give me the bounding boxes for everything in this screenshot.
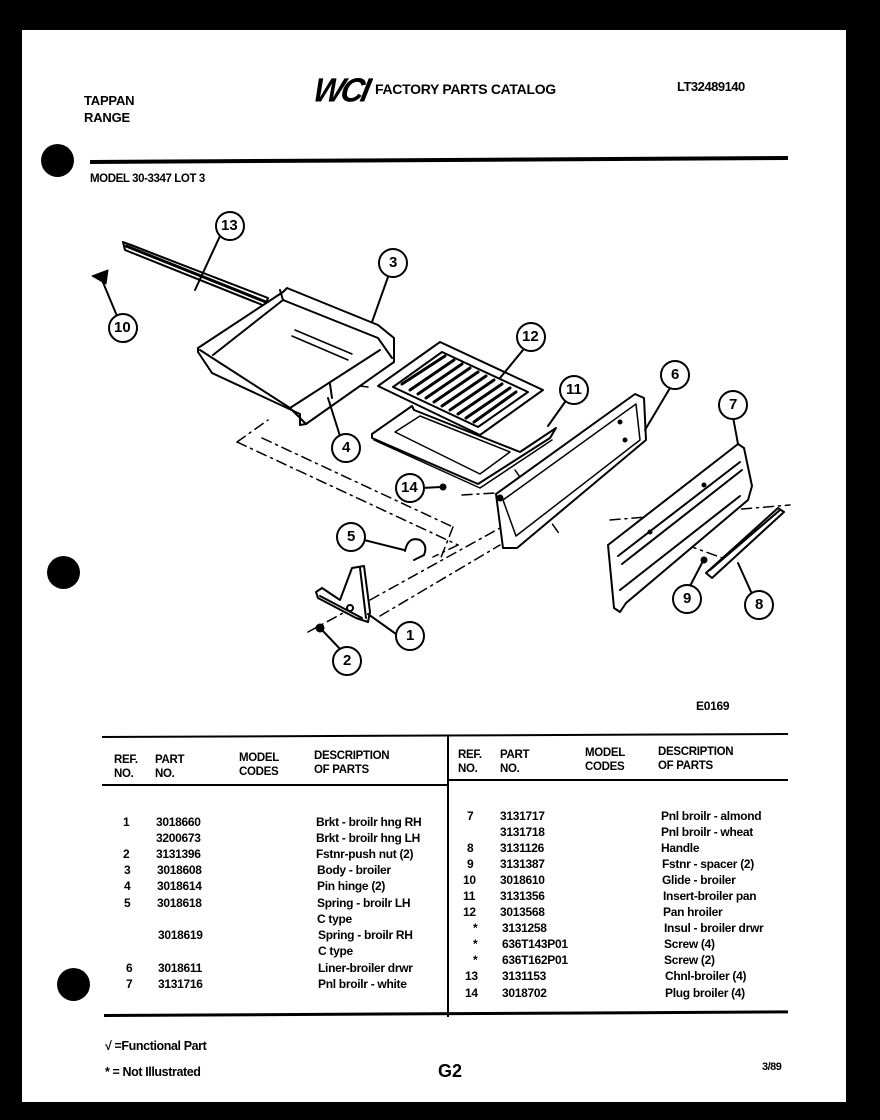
description: Fstnr-push nut (2) xyxy=(316,847,414,861)
part-no: 3018611 xyxy=(158,961,202,975)
part-no: 3131153 xyxy=(502,969,546,983)
ref-no: 4 xyxy=(124,879,131,893)
right-header-underline xyxy=(449,779,788,781)
header-model-codes-right: MODEL CODES xyxy=(585,747,626,773)
part-6-liner xyxy=(496,394,646,548)
ref-no: 14 xyxy=(465,986,478,1000)
part-no: 3018660 xyxy=(156,815,201,829)
header-part-no-left: PART NO. xyxy=(155,754,185,780)
description: Insert-broiler pan xyxy=(663,889,757,903)
ref-no: 6 xyxy=(126,961,133,975)
header-ref-no-left: REF. NO. xyxy=(114,754,138,780)
ref-no: 8 xyxy=(467,841,474,855)
ref-no: 9 xyxy=(467,857,474,871)
part-3-body xyxy=(198,288,394,425)
wci-logo: WCI xyxy=(310,71,372,109)
model-number: MODEL 30-3347 LOT 3 xyxy=(90,173,205,185)
left-header-underline xyxy=(102,784,447,786)
part-no: 3131387 xyxy=(500,857,545,871)
part-no: 3018610 xyxy=(500,873,545,887)
legend-functional-part: √ =Functional Part xyxy=(105,1039,207,1053)
description: Pnl broilr - white xyxy=(318,977,407,991)
ref-no: 1 xyxy=(123,815,130,829)
ref-no: 13 xyxy=(465,969,478,983)
ref-no: 10 xyxy=(463,873,476,887)
part-no: 3018702 xyxy=(502,986,547,1000)
description: C type xyxy=(317,912,352,926)
part-13-channel xyxy=(123,242,268,306)
description: Liner-broiler drwr xyxy=(318,961,413,975)
callout-label-3: 3 xyxy=(389,254,398,271)
ref-no: 2 xyxy=(123,847,130,861)
description: Fstnr - spacer (2) xyxy=(662,857,754,871)
part-no: 3018614 xyxy=(157,879,202,893)
ref-no: 7 xyxy=(467,809,474,823)
part-no: 3131717 xyxy=(500,809,545,823)
description: Screw (2) xyxy=(664,953,715,967)
ref-no: 7 xyxy=(126,977,133,991)
header-ref-no-right: REF. NO. xyxy=(458,749,482,775)
document-number: LT32489140 xyxy=(677,79,745,94)
callout-label-6: 6 xyxy=(671,366,680,383)
part-no: 3200673 xyxy=(156,831,201,845)
description: Spring - broilr LH xyxy=(317,896,411,910)
part-no: 3131356 xyxy=(500,889,545,903)
legend-not-illustrated: * = Not Illustrated xyxy=(105,1065,201,1079)
callout-label-7: 7 xyxy=(729,396,738,413)
header-description-left: DESCRIPTION OF PARTS xyxy=(314,750,390,776)
description: Brkt - broilr hng LH xyxy=(316,831,420,845)
ref-no: * xyxy=(473,921,478,935)
header-model-codes-left: MODEL CODES xyxy=(239,752,280,778)
part-no: 3131396 xyxy=(156,847,201,861)
binder-hole-bottom xyxy=(57,968,90,1001)
callout-label-4: 4 xyxy=(342,439,351,456)
revision-date: 3/89 xyxy=(762,1061,782,1073)
ref-no: 5 xyxy=(124,896,131,910)
callout-label-13: 13 xyxy=(221,217,238,234)
callout-label-5: 5 xyxy=(347,528,356,545)
callout-label-12: 12 xyxy=(522,328,539,345)
callout-label-2: 2 xyxy=(343,652,352,669)
part-no: 3013568 xyxy=(500,905,545,919)
callout-label-8: 8 xyxy=(755,596,764,613)
description: Brkt - broilr hng RH xyxy=(316,815,422,829)
description: Chnl-broiler (4) xyxy=(665,969,747,983)
description: Spring - broilr RH xyxy=(318,928,413,942)
description: Glide - broiler xyxy=(662,873,736,887)
header-part-no-right: PART NO. xyxy=(500,749,530,775)
description: Pan hroiler xyxy=(663,905,723,919)
description: C type xyxy=(318,944,353,958)
description: Plug broiler (4) xyxy=(665,986,745,1000)
page-number: G2 xyxy=(438,1061,463,1081)
description: Handle xyxy=(661,841,700,855)
part-no: 3018608 xyxy=(157,863,202,877)
callout-label-10: 10 xyxy=(114,319,131,336)
part-no: 636T162P01 xyxy=(502,953,568,967)
description: Body - broiler xyxy=(317,863,391,877)
ref-no: 11 xyxy=(463,889,476,903)
ref-no: * xyxy=(473,953,478,967)
part-no: 3018619 xyxy=(158,928,203,942)
brand-line-1: TAPPAN xyxy=(84,93,135,108)
figure-id: E0169 xyxy=(696,699,730,713)
part-no: 3018618 xyxy=(157,896,202,910)
brand-line-2: RANGE xyxy=(84,110,130,125)
callout-label-9: 9 xyxy=(683,590,692,607)
part-no: 3131718 xyxy=(500,825,545,839)
part-no: 3131258 xyxy=(502,921,547,935)
description: Pnl broilr - wheat xyxy=(661,825,753,839)
description: Pin hinge (2) xyxy=(317,879,386,893)
part-10-glide xyxy=(92,270,108,284)
callout-label-11: 11 xyxy=(566,381,582,398)
callout-label-14: 14 xyxy=(401,479,418,496)
ref-no: 3 xyxy=(124,863,131,877)
callout-label-1: 1 xyxy=(406,627,415,644)
ref-no: 12 xyxy=(463,905,476,919)
table-column-divider xyxy=(447,735,449,1017)
ref-no: * xyxy=(473,937,478,951)
part-no: 3131716 xyxy=(158,977,203,991)
description: Insul - broiler drwr xyxy=(664,921,764,935)
part-5-spring xyxy=(405,539,425,560)
description: Screw (4) xyxy=(664,937,715,951)
description: Pnl broilr - almond xyxy=(661,809,762,823)
part-no: 636T143P01 xyxy=(502,937,568,951)
part-no: 3131126 xyxy=(500,841,544,855)
catalog-title: FACTORY PARTS CATALOG xyxy=(375,81,556,97)
header-description-right: DESCRIPTION OF PARTS xyxy=(658,746,734,772)
